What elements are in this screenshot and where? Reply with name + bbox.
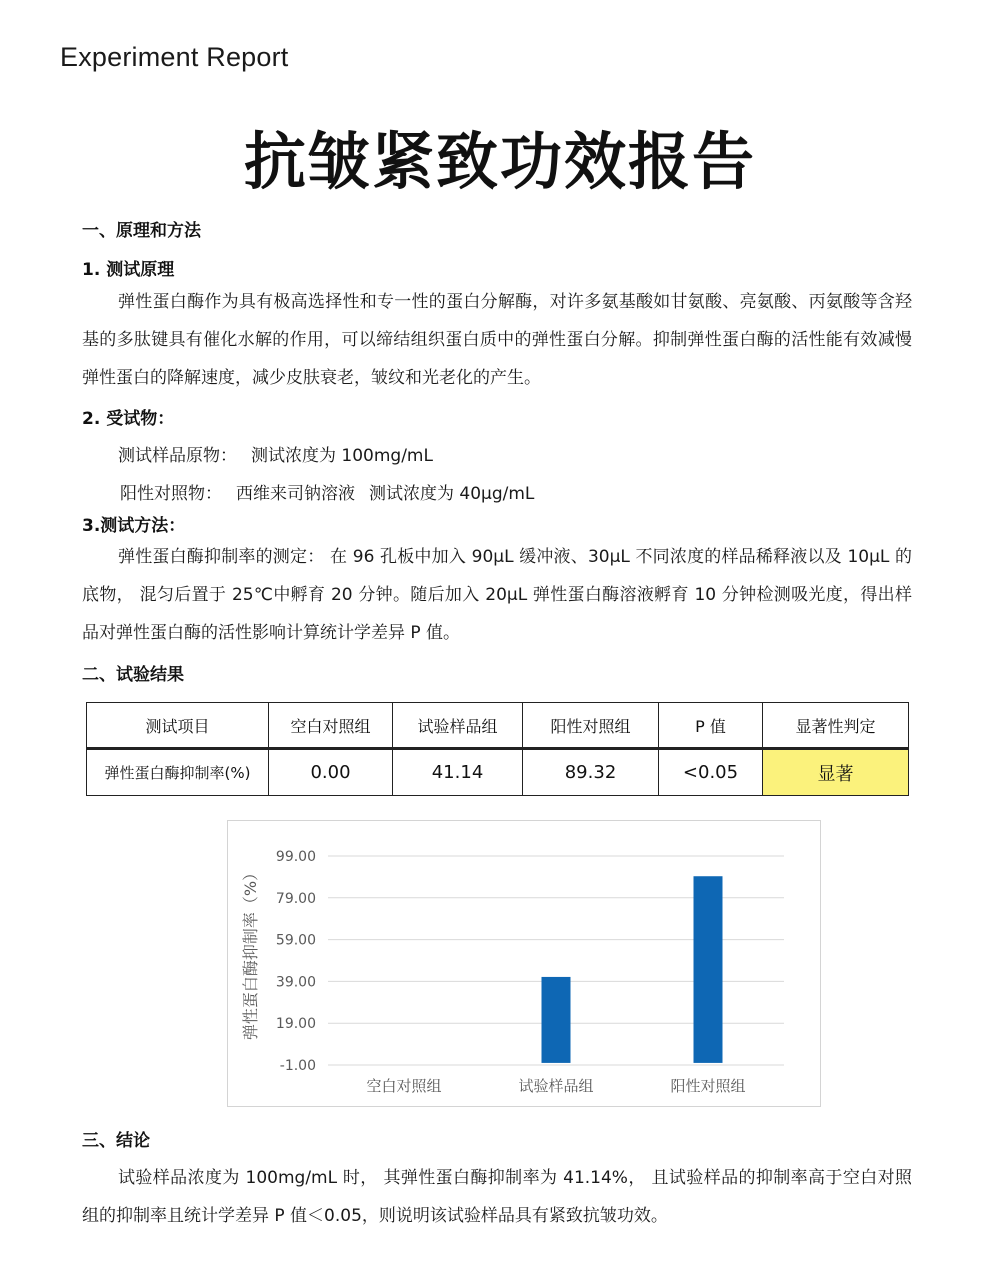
y-tick-label: 79.00 xyxy=(275,890,316,907)
table-header-cell: 测试项目 xyxy=(87,703,269,749)
control-line xyxy=(120,479,534,504)
sample-concentration: 测试浓度为 100mg/mL xyxy=(251,446,433,466)
table-header-row xyxy=(87,703,909,749)
control-name: 西维来司钠溶液 xyxy=(236,484,355,504)
x-category-label: 阳性对照组 xyxy=(670,1077,746,1095)
section-heading-conclusion: 三、结论 xyxy=(82,1131,150,1151)
subheading-test-items: 2. 受试物： xyxy=(82,409,175,429)
control-label: 阳性对照物： xyxy=(120,484,222,504)
y-tick-label: 99.00 xyxy=(275,849,316,865)
chart-bar xyxy=(542,977,571,1063)
table-row xyxy=(87,749,909,796)
y-tick-label: -1.00 xyxy=(279,1058,316,1074)
table-cell-significance: 显著 xyxy=(763,749,909,796)
subheading-test-method: 3.测试方法： xyxy=(82,516,186,536)
table-header-cell: 试验样品组 xyxy=(393,703,523,749)
x-category-label: 试验样品组 xyxy=(518,1077,594,1095)
table-cell-pvalue: <0.05 xyxy=(659,749,763,796)
inhibition-chart xyxy=(227,820,821,1107)
y-tick-label: 59.00 xyxy=(275,932,316,949)
results-table xyxy=(86,702,909,796)
section-heading-results: 二、试验结果 xyxy=(82,665,184,685)
subheading-test-principle: 1. 测试原理 xyxy=(82,260,175,280)
table-header-cell: 空白对照组 xyxy=(269,703,393,749)
table-header-cell: 阳性对照组 xyxy=(523,703,659,749)
table-header-cell: 显著性判定 xyxy=(763,703,909,749)
table-cell-sample: 41.14 xyxy=(393,749,523,796)
chart-bar xyxy=(694,876,723,1063)
table-cell-blank: 0.00 xyxy=(269,749,393,796)
conclusion-paragraph: 试验样品浓度为 100mg/mL 时， 其弹性蛋白酶抑制率为 41.14%， 且试验样品的抑制率高于空白对照组的抑制率且统计学差异 P 值＜0.05，则说明该试验样品具有紧致抗皱功效。 xyxy=(82,1168,912,1226)
principle-paragraph: 弹性蛋白酶作为具有极高选择性和专一性的蛋白分解酶，对许多氨基酸如甘氨酸、亮氨酸、丙氨酸等含羟基的多肽键具有催化水解的作用，可以缔结组织蛋白质中的弹性蛋白分解。抑制弹性蛋白酶的活性能有效减慢弹性蛋白的降解速度，减少皮肤衰老，皱纹和光老化的产生。 xyxy=(82,292,912,388)
page-title: 抗皱紧致功效报告 xyxy=(243,125,756,198)
method-paragraph: 弹性蛋白酶抑制率的测定： 在 96 孔板中加入 90μL 缓冲液、30μL 不同浓度的样品稀释液以及 10μL 的 底物， 混匀后置于 25℃中孵育 20 分钟。随后加入 20μL 弹性蛋白酶溶液孵育 10 分钟检测吸光度，得出样品对弹性蛋白酶的活性影响计算统计学差异 P 值。 xyxy=(82,547,912,643)
table-cell-positive: 89.32 xyxy=(523,749,659,796)
report-label: Experiment Report xyxy=(60,42,289,72)
control-concentration: 测试浓度为 40μg/mL xyxy=(369,484,535,504)
sample-label: 测试样品原物： xyxy=(118,446,237,466)
table-cell-item: 弹性蛋白酶抑制率(%) xyxy=(87,749,269,796)
chart-svg xyxy=(228,821,820,1106)
sample-line xyxy=(118,441,433,466)
section-heading-principles: 一、原理和方法 xyxy=(82,221,201,241)
y-axis-label: 弹性蛋白酶抑制率（%） xyxy=(241,864,260,1041)
x-category-label: 空白对照组 xyxy=(366,1077,442,1095)
y-tick-label: 19.00 xyxy=(275,1016,316,1033)
y-tick-label: 39.00 xyxy=(275,974,316,991)
table-header-cell: P 值 xyxy=(659,703,763,749)
